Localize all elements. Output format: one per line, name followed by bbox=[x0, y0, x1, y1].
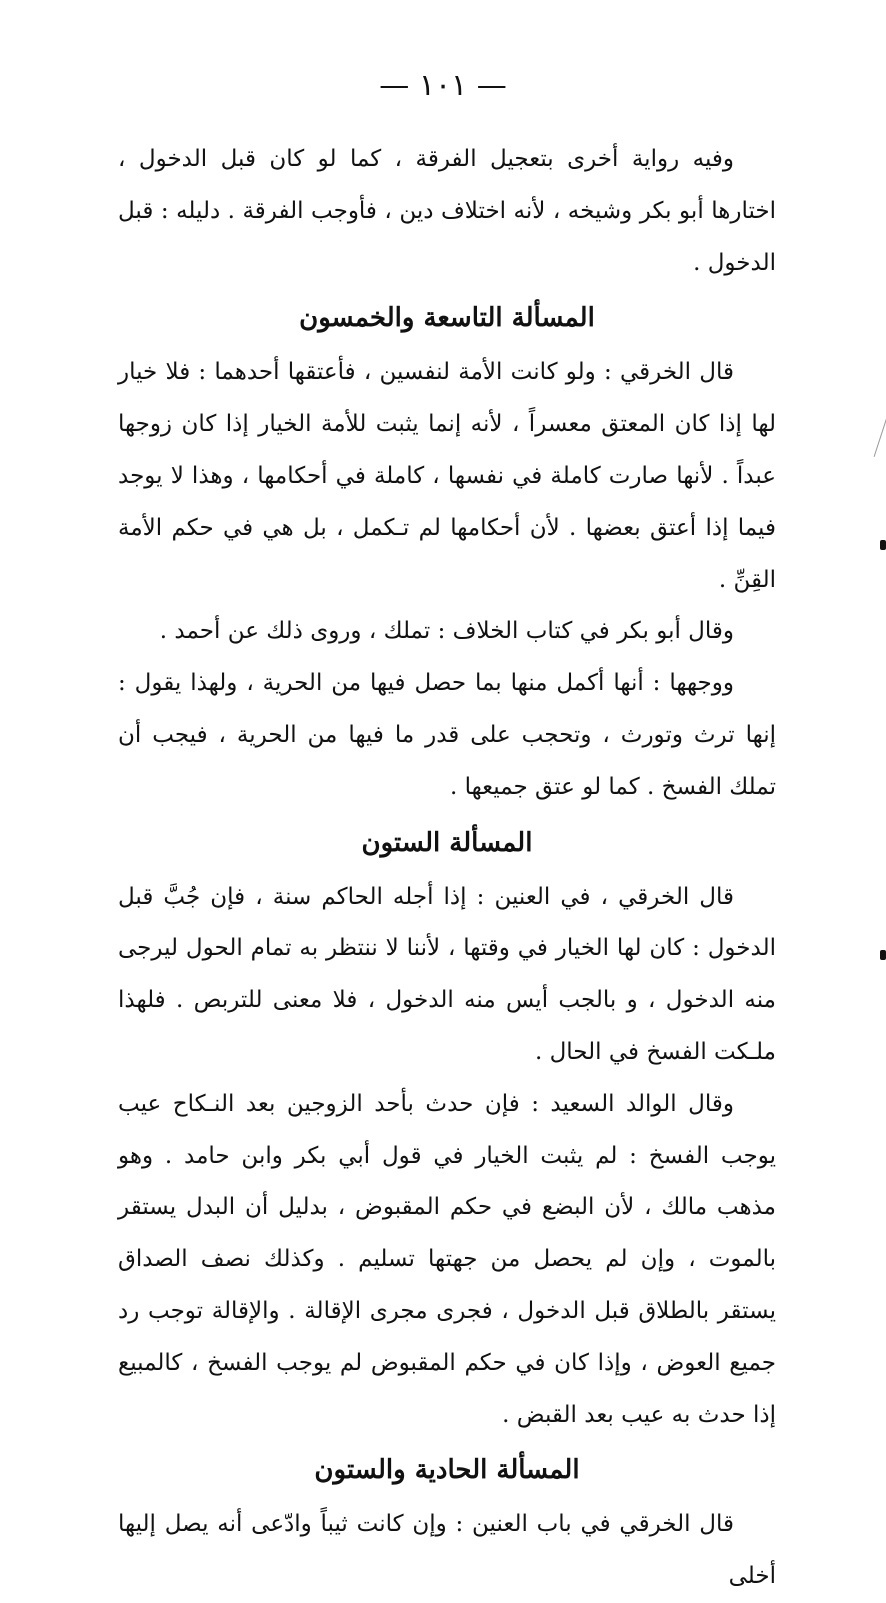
section-heading-59: المسألة التاسعة والخمسون bbox=[299, 303, 595, 334]
page-edge-scratch bbox=[874, 411, 886, 457]
paragraph-6: وقال الوالد السعيد : فإن حدث بأحد الزوجين بعد النـكاح عيب يوجب الفسخ : لم يثبت الخيار في قول أبي بكر وابن حامد . وهو مذهب مالك ، لأن البضع في حكم المقبوض ، بدليل أن البدل يستقر بالموت ، وإن لم يحصل من جهتها تسليم . وكذلك نصف الصداق يستقر بالطلاق قبل الدخول ، فجرى مجرى الإقالة . والإقالة توجب رد جميع العوض ، وإذا كان في حكم المقبوض لم يوجب الفسخ ، كالمبيع إذا حدث به عيب بعد القبض . bbox=[118, 1090, 776, 1428]
page-number: — ١٠١ — bbox=[379, 68, 507, 103]
section-heading-61: المسألة الحادية والستون bbox=[314, 1455, 580, 1486]
section-heading-60: المسألة الستون bbox=[361, 827, 533, 858]
paragraph-1: وفيه رواية أخرى بتعجيل الفرقة ، كما لو كان قبل الدخول ، اختارها أبو بكر وشيخه ، لأنه اختلاف دين ، فأوجب الفرقة . دليله : قبل الدخول . bbox=[118, 146, 776, 276]
page-edge-mark bbox=[880, 540, 886, 550]
paragraph-5: قال الخرقي ، في العنين : إذا أجله الحاكم سنة ، فإن جُبَّ قبل الدخول : كان لها الخيار في وقتها ، لأننا لا ننتظر به تمام الحول ليرجى منه الدخول ، و بالجب أيس منه الدخول ، فلا معنى للتربص . فلهذا ملـكت الفسخ في الحال . bbox=[118, 883, 776, 1065]
paragraph-3: وقال أبو بكر في كتاب الخلاف : تملك ، وروى ذلك عن أحمد . bbox=[159, 618, 734, 645]
page-body bbox=[118, 134, 776, 1603]
page-edge-mark bbox=[880, 950, 886, 960]
paragraph-4: ووجهها : أنها أكمل منها بما حصل فيها من الحرية ، ولهذا يقول : إنها ترث وتورث ، وتحجب على قدر ما فيها من الحرية ، فيجب أن تملك الفسخ . كما لو عتق جميعها . bbox=[118, 670, 776, 800]
paragraph-2: قال الخرقي : ولو كانت الأمة لنفسين ، فأعتقها أحدهما : فلا خيار لها إذا كان المعتق معسراً ، لأنه إنما يثبت للأمة الخيار إذا كان زوجها عبداً . لأنها صارت كاملة في نفسها ، كاملة في أحكامها ، وهذا لا يوجد فيما إذا أعتق بعضها . لأن أحكامها لم تـكمل ، بل هي في حكم الأمة القِنِّ . bbox=[118, 359, 776, 593]
paragraph-7: قال الخرقي في باب العنين : وإن كانت ثيباً وادّعى أنه يصل إليها أخلى bbox=[118, 1511, 776, 1590]
